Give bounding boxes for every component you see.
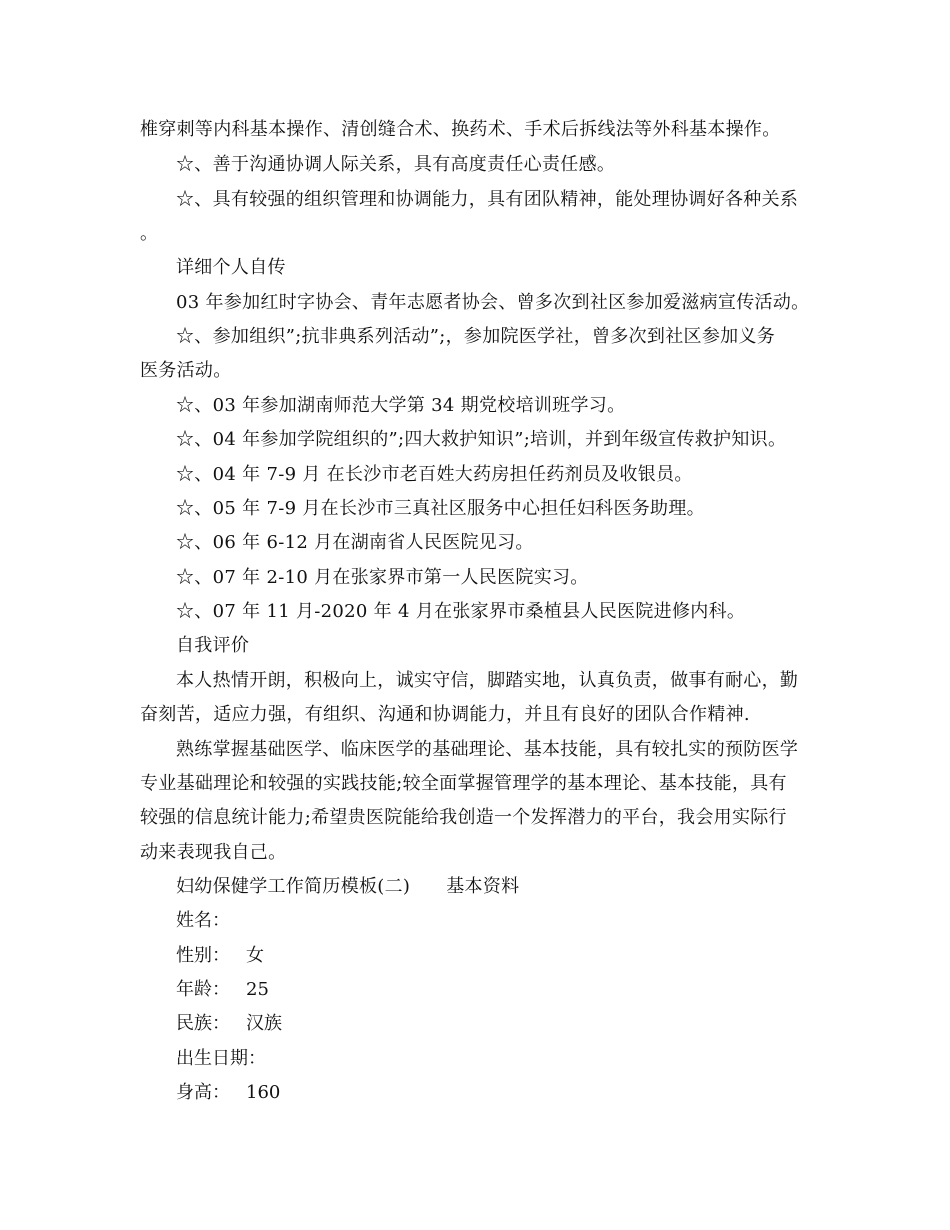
autobiography-item: ☆、04 年参加学院组织的”;四大救护知识”;培训，并到年级宣传救护知识。: [176, 429, 787, 450]
self-evaluation-paragraph: 专业基础理论和较强的实践技能;较全面掌握管理学的基本理论、基本技能，具有: [140, 773, 787, 794]
field-value: 160: [246, 1082, 281, 1103]
autobiography-item: ☆、03 年参加湖南师范大学第 34 期党校培训班学习。: [176, 395, 626, 416]
self-evaluation-paragraph: 奋刻苦，适应力强，有组织、沟通和协调能力，并且有良好的团队合作精神.: [140, 704, 750, 725]
autobiography-item: ☆、05 年 7-9 月在长沙市三真社区服务中心担任妇科医务助理。: [176, 498, 705, 519]
self-evaluation-paragraph: 本人热情开朗，积极向上，诚实守信，脚踏实地，认真负责，做事有耐心，勤: [176, 670, 799, 691]
field-age: [176, 978, 269, 1002]
autobiography-item: ☆、04 年 7-9 月 在长沙市老百姓大药房担任药剂员及收银员。: [176, 464, 693, 485]
autobiography-heading: 详细个人自传: [176, 257, 286, 278]
field-label: 出生日期：: [176, 1048, 266, 1069]
field-ethnicity: [176, 1012, 282, 1036]
skill-organization-end: 。: [140, 223, 159, 244]
self-evaluation-paragraph: 熟练掌握基础医学、临床医学的基础理论、基本技能，具有较扎实的预防医学: [176, 739, 799, 760]
field-name: [176, 909, 246, 933]
field-value: 汉族: [246, 1013, 282, 1034]
autobiography-item: ☆、06 年 6-12 月在湖南省人民医院见习。: [176, 532, 534, 553]
field-label: 民族：: [176, 1013, 230, 1034]
template-title-row: [176, 875, 519, 899]
autobiography-item: ☆、07 年 11 月-2020 年 4 月在张家界市桑植县人民医院进修内科。: [176, 601, 746, 622]
field-label: 姓名：: [176, 910, 230, 931]
field-value: 女: [246, 945, 264, 966]
autobiography-item: ☆、参加组织”;抗非典系列活动”;，参加院医学社，曾多次到社区参加义务: [176, 326, 776, 347]
self-evaluation-paragraph: 较强的信息统计能力;希望贵医院能给我创造一个发挥潜力的平台，我会用实际行: [140, 807, 787, 828]
autobiography-item: ☆、07 年 2-10 月在张家界市第一人民医院实习。: [176, 567, 589, 588]
skill-communication-text: ☆、善于沟通协调人际关系，具有高度责任心责任感。: [176, 154, 616, 175]
self-evaluation-heading: 自我评价: [176, 635, 250, 656]
field-value: 25: [246, 979, 269, 1000]
autobiography-item: 医务活动。: [140, 360, 232, 381]
template-title: 妇幼保健学工作简历模板(二): [176, 876, 411, 897]
field-label: 性别：: [176, 945, 230, 966]
self-evaluation-paragraph: 动来表现我自己。: [140, 842, 287, 863]
basic-info-heading: 基本资料: [446, 876, 520, 897]
field-label: 年龄：: [176, 979, 230, 1000]
autobiography-item: 03 年参加红时字协会、青年志愿者协会、曾多次到社区参加爱滋病宣传活动。: [176, 292, 810, 313]
skill-organization-text: ☆、具有较强的组织管理和协调能力，具有团队精神，能处理协调好各种关系: [176, 189, 799, 210]
field-gender: [176, 944, 264, 968]
field-label: 身高：: [176, 1082, 230, 1103]
field-height: [176, 1081, 280, 1105]
skills-tail-text: 椎穿刺等内科基本操作、清创缝合术、换药术、手术后拆线法等外科基本操作。: [140, 119, 781, 140]
field-birth-date: [176, 1047, 282, 1071]
